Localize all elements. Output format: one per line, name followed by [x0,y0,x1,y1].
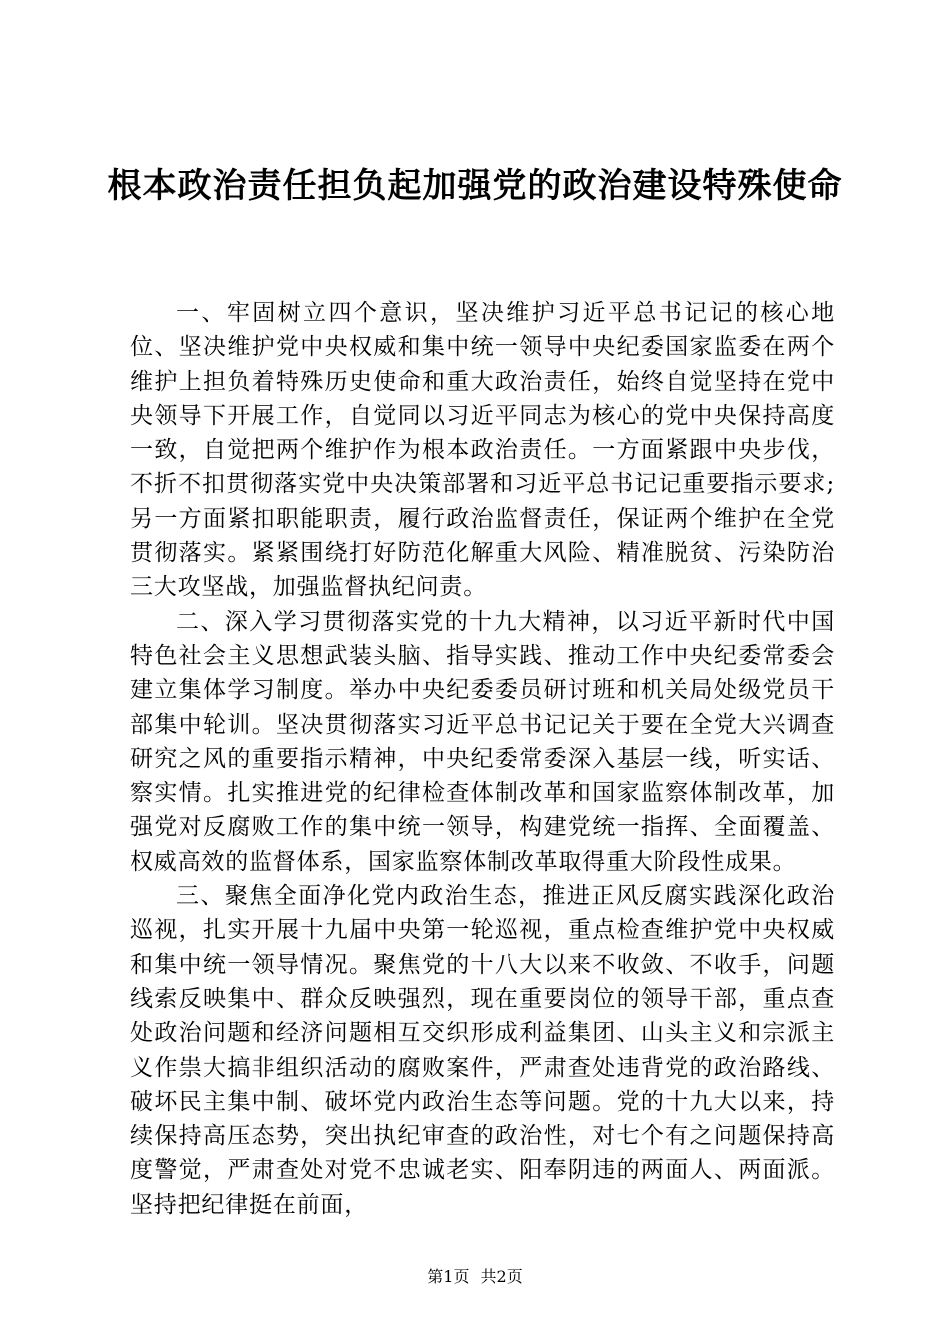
document-title: 根本政治责任担负起加强党的政治建设特殊使命 [107,166,843,206]
document-body [130,296,835,1222]
paragraph-2: 二、深入学习贯彻落实党的十九大精神，以习近平新时代中国特色社会主义思想武装头脑、指导实践、推动工作中央纪委常委会建立集体学习制度。举办中央纪委委员研讨班和机关局处级党员干部集中轮训。坚决贯彻落实习近平总书记记关于要在全党大兴调查研究之风的重要指示精神，中央纪委常委深入基层一线，听实话、察实情。扎实推进党的纪律检查体制改革和国家监察体制改革，加强党对反腐败工作的集中统一领导，构建党统一指挥、全面覆盖、权威高效的监督体系，国家监察体制改革取得重大阶段性成果。 [130,608,835,875]
page-footer [0,1267,950,1287]
page-number: 第1页 [427,1267,470,1286]
page-total: 共2页 [480,1267,523,1286]
paragraph-3: 三、聚焦全面净化党内政治生态，推进正风反腐实践深化政治巡视，扎实开展十九届中央第一轮巡视，重点检查维护党中央权威和集中统一领导情况。聚焦党的十八大以来不收敛、不收手，问题线索反映集中、群众反映强烈，现在重要岗位的领导干部，重点查处政治问题和经济问题相互交织形成利益集团、山头主义和宗派主义作祟大搞非组织活动的腐败案件，严肃查处违背党的政治路线、破坏民主集中制、破坏党内政治生态等问题。党的十九大以来，持续保持高压态势，突出执纪审查的政治性，对七个有之问题保持高度警觉，严肃查处对党不忠诚老实、阳奉阴违的两面人、两面派。坚持把纪律挺在前面， [130,883,835,1218]
paragraph-1: 一、牢固树立四个意识，坚决维护习近平总书记记的核心地位、坚决维护党中央权威和集中统一领导中央纪委国家监委在两个维护上担负着特殊历史使命和重大政治责任，始终自觉坚持在党中央领导下开展工作，自觉同以习近平同志为核心的党中央保持高度一致，自觉把两个维护作为根本政治责任。一方面紧跟中央步伐，不折不扣贯彻落实党中央决策部署和习近平总书记记重要指示要求;另一方面紧扣职能职责，履行政治监督责任，保证两个维护在全党贯彻落实。紧紧围绕打好防范化解重大风险、精准脱贫、污染防治三大攻坚战，加强监督执纪问责。 [130,300,835,601]
